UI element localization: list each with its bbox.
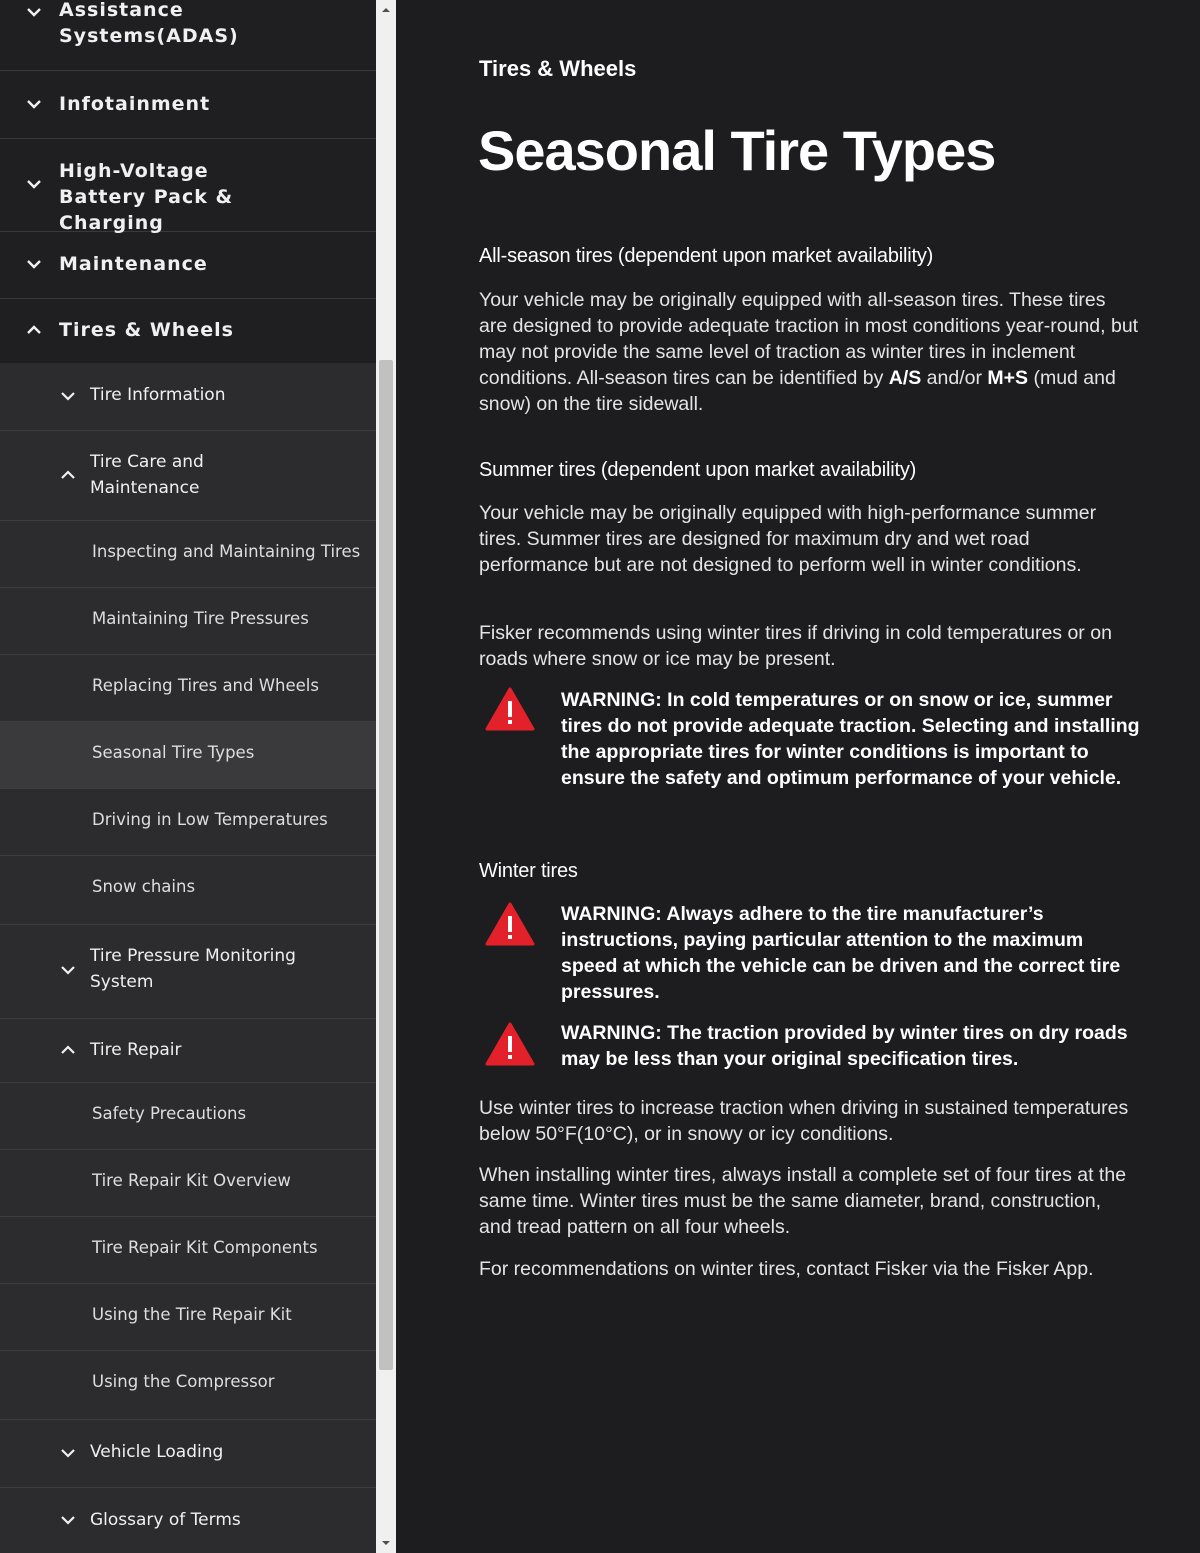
- sidebar-item-vehicle-loading[interactable]: [0, 1420, 376, 1488]
- sidebar-item-label: Tires & Wheels: [59, 319, 234, 341]
- sidebar-item-battery[interactable]: [0, 139, 376, 232]
- sidebar-item-using-repair-kit[interactable]: [0, 1284, 376, 1351]
- all-season-heading: All-season tires (dependent upon market availability): [479, 245, 934, 267]
- warning-text: WARNING: Always adhere to the tire manufacturer’s instructions, paying particular attention to the maximum speed at which the vehicle can be driven and the correct tire pressures.: [561, 903, 1121, 1003]
- summer-paragraph-1: Your vehicle may be originally equipped with high-performance summer tires. Summer tires are designed for maximum dry and wet road performance but are not designed to perform well in winter conditions.: [479, 502, 1097, 576]
- winter-paragraph-3: For recommendations on winter tires, contact Fisker via the Fisker App.: [479, 1258, 1094, 1280]
- warning-icon: [485, 1022, 535, 1066]
- sidebar-item-label: Infotainment: [59, 93, 211, 115]
- sidebar-scrollbar[interactable]: [376, 0, 396, 1553]
- chevron-down-icon: [24, 254, 44, 274]
- scroll-down-arrow-icon[interactable]: [381, 1538, 391, 1548]
- sidebar-item-tires-wheels[interactable]: [0, 299, 376, 363]
- sidebar-item-label: Tire Repair: [90, 1040, 182, 1060]
- sidebar-item-snow-chains[interactable]: [0, 856, 376, 925]
- sidebar-item-label: Safety Precautions: [92, 1104, 247, 1123]
- warning-icon: [485, 902, 535, 946]
- winter-heading: Winter tires: [479, 860, 578, 882]
- page-title: Seasonal Tire Types: [478, 119, 996, 182]
- sidebar-item-infotainment[interactable]: [0, 71, 376, 139]
- sidebar-item-inspecting-tires[interactable]: [0, 521, 376, 588]
- sidebar-item-label: Using the Tire Repair Kit: [92, 1305, 292, 1324]
- sidebar-item-maintenance[interactable]: [0, 232, 376, 299]
- sidebar-item-label: High-Voltage Battery Pack & Charging: [59, 160, 234, 234]
- sidebar-item-label: Tire Pressure Monitoring System: [90, 946, 296, 992]
- sidebar-item-glossary[interactable]: [0, 1488, 376, 1553]
- sidebar-item-replacing-tires[interactable]: [0, 655, 376, 722]
- sidebar-item-label: Tire Care and Maintenance: [90, 452, 204, 498]
- sidebar-item-label: Using the Compressor: [92, 1372, 275, 1391]
- sidebar-item-label: Vehicle Loading: [90, 1442, 224, 1462]
- sidebar-item-repair-kit-components[interactable]: [0, 1217, 376, 1284]
- sidebar-item-using-compressor[interactable]: [0, 1351, 376, 1420]
- sidebar-item-safety-precautions[interactable]: [0, 1083, 376, 1150]
- warning-text: WARNING: In cold temperatures or on snow or ice, summer tires do not provide adequate traction. Selecting and installing the appropriate tires for winter conditions is important to ensure the safety and optimum performance of your vehicle.: [561, 689, 1140, 789]
- sidebar-item-tire-care[interactable]: [0, 431, 376, 521]
- all-season-text: and/or: [921, 367, 988, 389]
- sidebar-item-label: Snow chains: [92, 877, 196, 896]
- sidebar-item-label: Maintaining Tire Pressures: [92, 609, 309, 628]
- all-season-text: Your vehicle may be originally equipped with all-season tires. These tires are designed to provide adequate traction in most conditions year-round, but may not provide the same level of traction as winter tires in inclement conditions. All-season tires can be identified by: [479, 289, 1139, 389]
- sidebar-item-tire-repair[interactable]: [0, 1019, 376, 1083]
- sidebar-item-label: Glossary of Terms: [90, 1510, 241, 1530]
- sidebar-item-label: Tire Repair Kit Overview: [92, 1171, 291, 1190]
- chevron-up-icon: [58, 465, 78, 485]
- sidebar-item-label: Tire Repair Kit Components: [92, 1238, 318, 1257]
- warning-text: WARNING: The traction provided by winter tires on dry roads may be less than your original specification tires.: [561, 1022, 1128, 1070]
- chevron-up-icon: [58, 1040, 78, 1060]
- sidebar-item-label: Maintenance: [59, 253, 208, 275]
- all-season-paragraph: [479, 287, 1139, 417]
- sidebar-item-label: Seasonal Tire Types: [92, 743, 255, 762]
- sidebar-item-label: Replacing Tires and Wheels: [92, 676, 319, 695]
- ms-marking: M+S: [987, 367, 1029, 389]
- summer-paragraph-2: Fisker recommends using winter tires if driving in cold temperatures or on roads where snow or ice may be present.: [479, 622, 1112, 670]
- summer-heading: Summer tires (dependent upon market availability): [479, 459, 917, 481]
- as-marking: A/S: [888, 367, 922, 389]
- chevron-down-icon: [58, 386, 78, 406]
- winter-paragraph-2: When installing winter tires, always install a complete set of four tires at the same time. Winter tires must be the same diameter, brand, construction, and tread pattern on all four wheels.: [479, 1164, 1127, 1238]
- sidebar-item-adas[interactable]: [0, 0, 376, 71]
- sidebar-item-label: Assistance Systems(ADAS): [59, 0, 239, 47]
- chevron-down-icon: [24, 174, 44, 194]
- sidebar-item-low-temperatures[interactable]: [0, 789, 376, 856]
- sidebar-item-label: Tire Information: [90, 385, 226, 405]
- chevron-up-icon: [24, 320, 44, 340]
- chevron-down-icon: [58, 1510, 78, 1530]
- sidebar-item-tire-information[interactable]: [0, 363, 376, 431]
- sidebar-item-repair-kit-overview[interactable]: [0, 1150, 376, 1217]
- sidebar-item-seasonal-tire-types[interactable]: [0, 722, 376, 789]
- warning-icon: [485, 687, 535, 731]
- breadcrumb[interactable]: Tires & Wheels: [479, 56, 637, 81]
- sidebar-nav: [0, 0, 376, 1553]
- scrollbar-thumb[interactable]: [379, 360, 393, 1370]
- article-content: [396, 0, 1200, 1553]
- sidebar-item-label: Driving in Low Temperatures: [92, 810, 328, 829]
- chevron-down-icon: [24, 94, 44, 114]
- chevron-down-icon: [58, 960, 78, 980]
- all-season-text: (mud and snow) on the tire sidewall.: [479, 367, 1116, 415]
- chevron-down-icon: [58, 1443, 78, 1463]
- sidebar-item-tpms[interactable]: [0, 925, 376, 1019]
- chevron-down-icon: [24, 2, 44, 22]
- sidebar-item-label: Inspecting and Maintaining Tires: [92, 542, 361, 561]
- sidebar-item-maintaining-pressures[interactable]: [0, 588, 376, 655]
- winter-paragraph-1: Use winter tires to increase traction when driving in sustained temperatures below 50°F(10°C), or in snowy or icy conditions.: [479, 1097, 1129, 1145]
- scroll-up-arrow-icon[interactable]: [381, 5, 391, 15]
